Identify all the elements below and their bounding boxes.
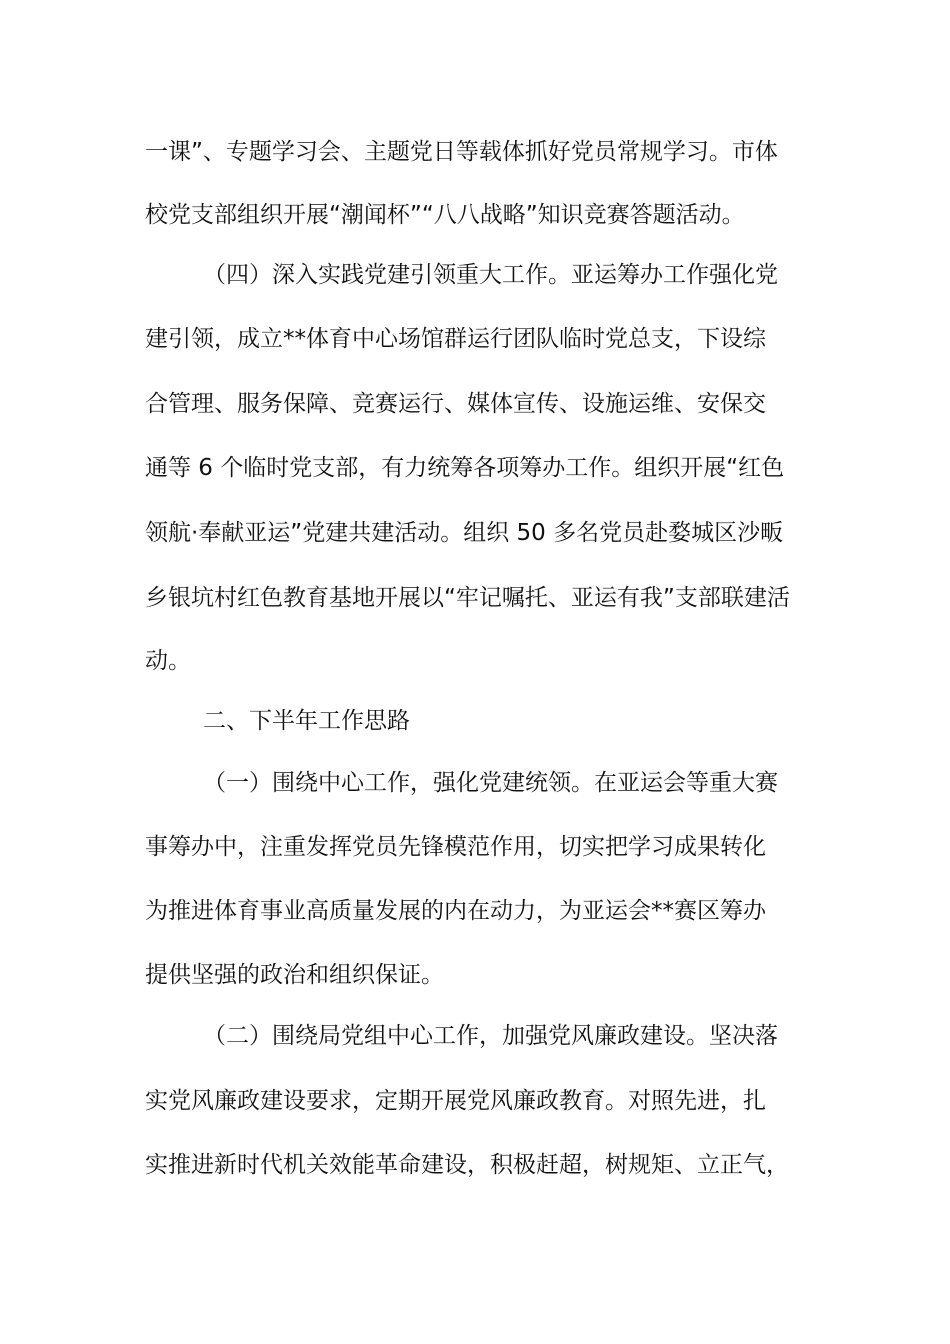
text-line: 通等 6 个临时党支部，有力统筹各项筹办工作。组织开展“红色 (145, 455, 785, 481)
text-line: 事筹办中，注重发挥党员先锋模范作用，切实把学习成果转化 (145, 834, 766, 860)
text-line: 建引领，成立**体育中心场馆群运行团队临时党总支，下设综 (145, 326, 766, 352)
text-line: 提供坚强的政治和组织保证。 (145, 962, 444, 988)
text-line: 实党风廉政建设要求，定期开展党风廉政教育。对照先进，扎 (145, 1088, 766, 1114)
paragraph-two-heading: （二）围绕局党组中心工作，加强党风廉政建设。坚决落 (203, 1023, 778, 1049)
text-line: 合管理、服务保障、竞赛运行、媒体宣传、设施运维、安保交 (145, 391, 766, 417)
text-line: 乡银坑村红色教育基地开展以“牢记嘱托、亚运有我”支部联建活 (145, 585, 790, 611)
paragraph-one-heading: （一）围绕中心工作，强化党建统领。在亚运会等重大赛 (203, 770, 778, 796)
text-line: 一课”、专题学习会、主题党日等载体抓好党员常规学习。市体 (145, 139, 778, 165)
paragraph-four-heading: （四）深入实践党建引领重大工作。亚运筹办工作强化党 (203, 262, 778, 288)
text-line: 实推进新时代机关效能革命建设，积极赶超，树规矩、立正气， (145, 1152, 789, 1178)
text-line: 为推进体育事业高质量发展的内在动力，为亚运会**赛区筹办 (145, 898, 766, 924)
text-line: 领航·奉献亚运”党建共建活动。组织 50 多名党员赴婺城区沙畈 (145, 520, 784, 546)
text-line: 动。 (145, 648, 191, 674)
section-two-heading: 二、下半年工作思路 (203, 708, 410, 734)
text-line: 校党支部组织开展“潮闻杯”“八八战略”知识竞赛答题活动。 (145, 202, 745, 228)
